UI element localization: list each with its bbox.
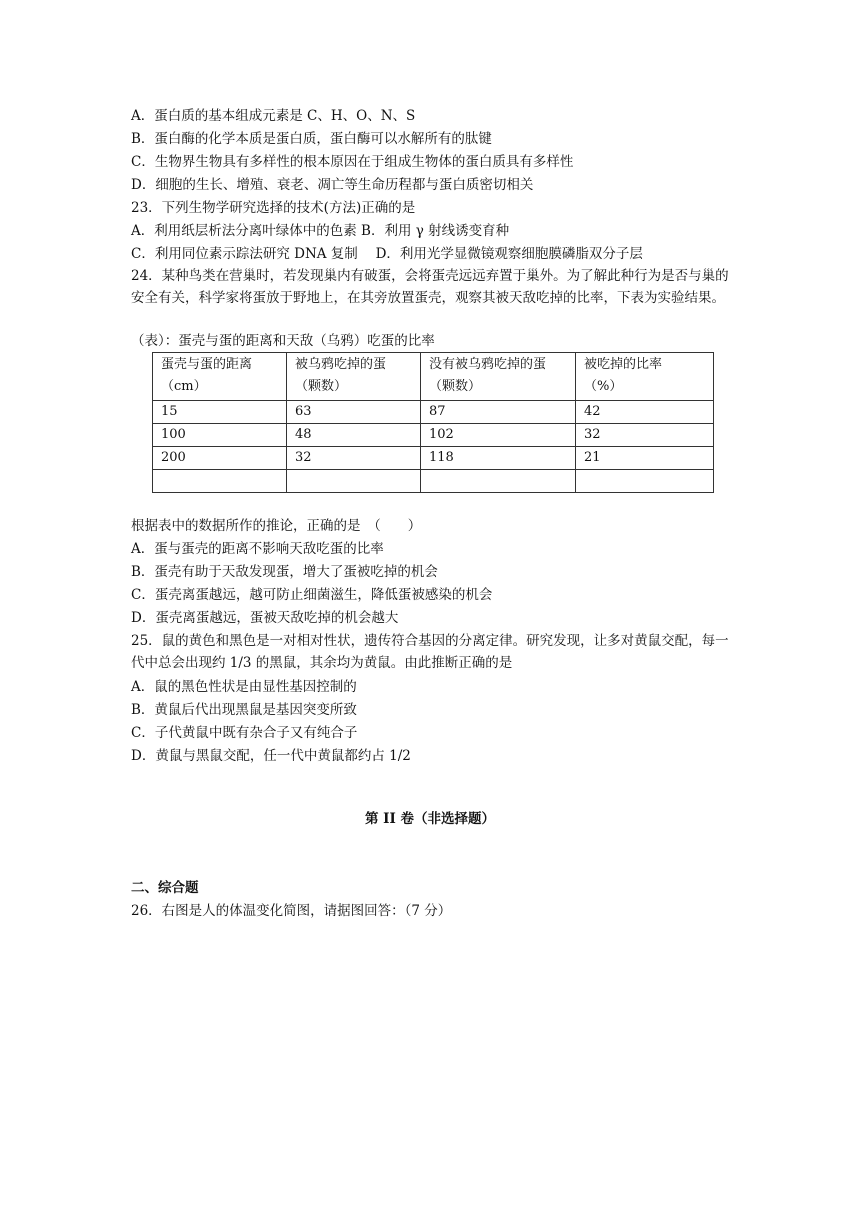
table-cell: 42 [576,401,714,424]
header-text: 被乌鸦吃掉的蛋 [295,357,387,372]
q26-stem: 26．右图是人的体温变化简图，请据图回答：（7 分） [131,903,452,919]
q24-option-c: C．蛋壳离蛋越远，越可防止细菌滋生，降低蛋被感染的机会 [131,587,493,603]
header-unit: （颗数） [429,379,482,394]
table-row [153,401,714,424]
q22-option-d: D．细胞的生长、增殖、衰老、凋亡等生命历程都与蛋白质密切相关 [131,177,534,193]
q24-option-d: D．蛋壳离蛋越远，蛋被天敌吃掉的机会越大 [131,610,399,626]
section-two-title: 二、综合题 [131,880,199,896]
table-cell [287,470,421,493]
header-unit: （颗数） [295,379,348,394]
q24-stem: 24．某种鸟类在营巢时，若发现巢内有破蛋，会将蛋壳远远弃置于巢外。为了解此种行为是否与巢的安全有关，科学家将蛋放于野地上，在其旁放置蛋壳，观察其被天敌吃掉的比率，下表为实验结果。 [131,268,729,306]
header-text: 被吃掉的比率 [584,357,663,372]
table-header-cell [287,353,421,401]
table-row [153,424,714,447]
q23-options-cd: C．利用同位素示踪法研究 DNA 复制 D．利用光学显微镜观察细胞膜磷脂双分子层 [131,246,643,262]
q23-stem: 23．下列生物学研究选择的技术(方法)正确的是 [131,200,416,216]
q24-question: 根据表中的数据所作的推论，正确的是 （ ） [131,518,422,534]
table-cell: 21 [576,447,714,470]
q22-option-c: C．生物界生物具有多样性的根本原因在于组成生物体的蛋白质具有多样性 [131,154,574,170]
table-cell: 48 [287,424,421,447]
table-cell: 200 [153,447,287,470]
q23-options-ab: A．利用纸层析法分离叶绿体中的色素 B．利用 γ 射线诱变育种 [131,223,510,239]
table-row [153,447,714,470]
table-cell: 15 [153,401,287,424]
table-cell [576,470,714,493]
table-cell: 87 [421,401,576,424]
q24-option-b: B．蛋壳有助于天敌发现蛋，增大了蛋被吃掉的机会 [131,564,438,580]
table-cell [421,470,576,493]
table-cell: 118 [421,447,576,470]
table-cell: 102 [421,424,576,447]
q25-option-c: C．子代黄鼠中既有杂合子又有纯合子 [131,725,358,741]
header-text: 蛋壳与蛋的距离 [161,357,253,372]
table-cell: 63 [287,401,421,424]
part-two-title: 第 II 卷（非选择题） [364,811,496,827]
table-header-row [153,353,714,401]
q25-option-b: B．黄鼠后代出现黑鼠是基因突变所致 [131,702,357,718]
table-cell [153,470,287,493]
q22-option-b: B．蛋白酶的化学本质是蛋白质，蛋白酶可以水解所有的肽键 [131,131,492,147]
header-unit: （%） [584,379,623,394]
table-cell: 32 [576,424,714,447]
table-header-cell [576,353,714,401]
q25-stem: 25．鼠的黄色和黑色是一对相对性状，遗传符合基因的分离定律。研究发现，让多对黄鼠交配，每一代中总会出现约 1/3 的黑鼠，其余均为黄鼠。由此推断正确的是 [131,633,729,671]
q24-table-caption: （表）：蛋壳与蛋的距离和天敌（乌鸦）吃蛋的比率 [131,333,435,349]
q22-option-a: A．蛋白质的基本组成元素是 C、H、O、N、S [131,108,416,124]
table-row-empty [153,470,714,493]
q24-data-table [152,352,714,493]
table-header-cell [153,353,287,401]
table-cell: 100 [153,424,287,447]
q25-option-a: A．鼠的黑色性状是由显性基因控制的 [131,679,357,695]
header-unit: （cm） [161,379,207,394]
header-text: 没有被乌鸦吃掉的蛋 [429,357,547,372]
table-cell: 32 [287,447,421,470]
q25-option-d: D．黄鼠与黑鼠交配，任一代中黄鼠都约占 1/2 [131,748,411,764]
table-header-cell [421,353,576,401]
q24-option-a: A．蛋与蛋壳的距离不影响天敌吃蛋的比率 [131,541,384,557]
